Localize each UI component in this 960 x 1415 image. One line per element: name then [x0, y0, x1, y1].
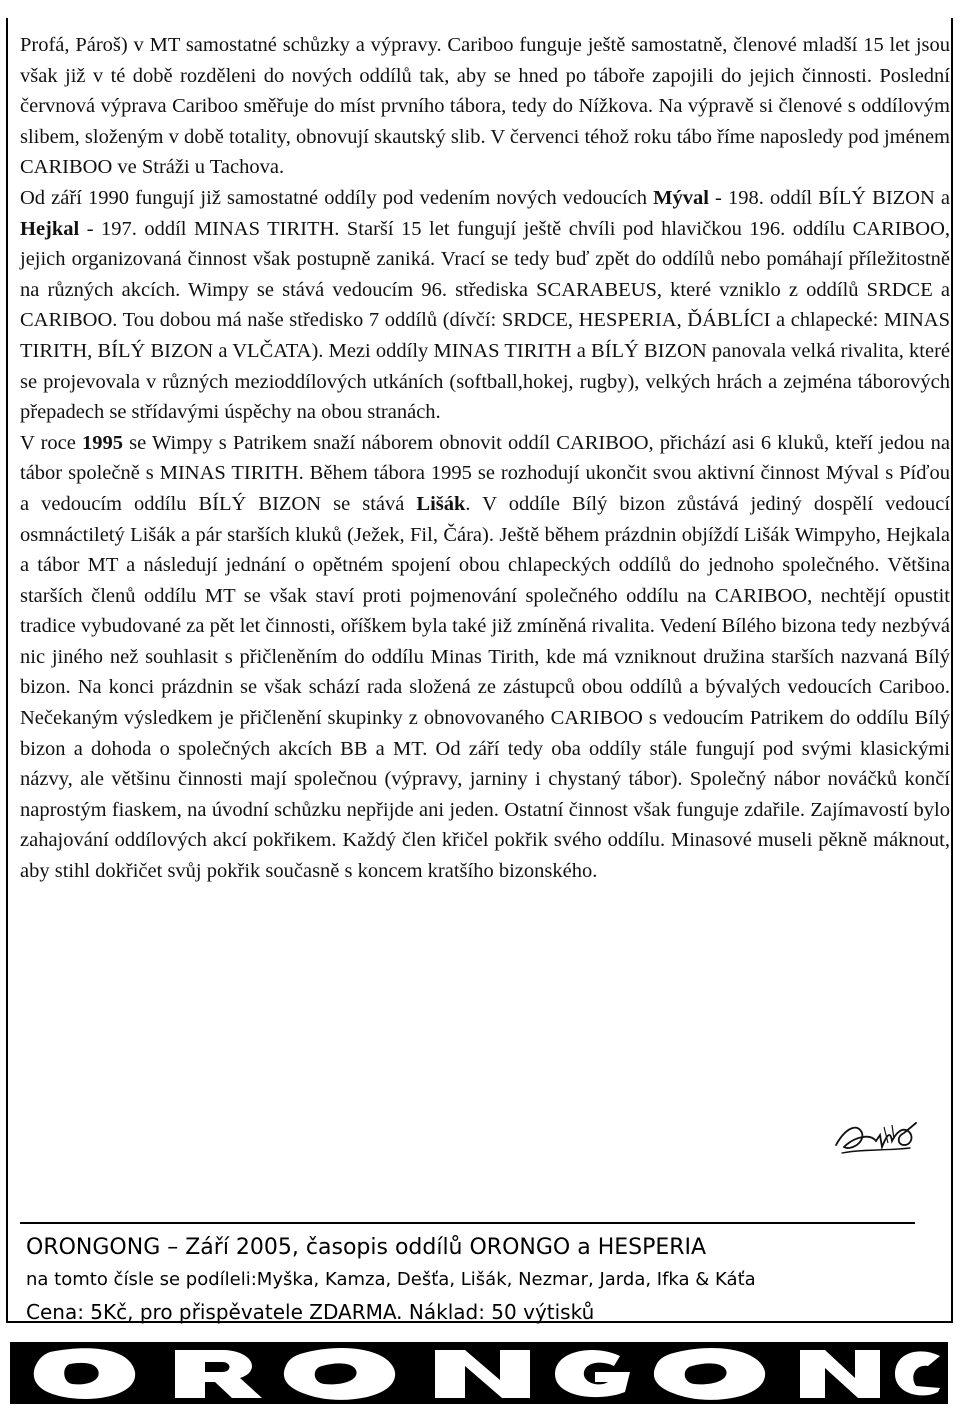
article-paragraph [20, 183, 950, 428]
text-run: V roce [20, 431, 82, 454]
article-paragraph [20, 30, 950, 183]
signature [832, 1115, 922, 1160]
orongong-banner-logo [10, 1342, 948, 1404]
text-run: - 198. oddíl BÍLÝ BIZON a [708, 186, 950, 209]
text-run: se Wimpy s Patrikem snaží náborem obnovit oddíl CARIBOO, přichází asi 6 kluků, kteří jedou na tábor společně s MINAS TIRITH. Během tábora 1995 se rozhodují ukončit svou aktivní činnost Mýval s Píďou a vedoucím oddílu BÍLÝ BIZON se stává [20, 431, 950, 515]
footer-price: Cena: 5Kč, pro přispěvatele ZDARMA. Náklad: 50 výtisků [26, 1300, 595, 1324]
footer-divider [20, 1222, 915, 1224]
bold-name: Hejkal [20, 217, 80, 240]
text-run: Profá, Pároš) v MT samostatné schůzky a výpravy. Cariboo funguje ještě samostatně, členové mladší 15 let jsou však již v té době rozděleni do nových oddílů tak, aby se hned po táboře zapojili do jejich činnosti. Poslední červnová výprava Cariboo směřuje do míst prvního tábora, tedy do Nížkova. Na výpravě si členové s oddílovým slibem, složeným v době totality, obnovují skautský slib. V červenci téhož roku tábo říme naposledy pod jménem CARIBOO ve Stráži u Tachova. [20, 34, 950, 179]
text-run: . V oddíle Bílý bizon zůstává jediný dospělí vedoucí osmnáctiletý Lišák a pár starších kluků (Ježek, Fil, Čára). Ještě během prázdnin objíždí Lišák Wimpyho, Hejkala a tábor MT a následují jednání o opětném spojení obou chlapeckých oddílů do jednoho společného. Většina starších členů oddílu MT se však staví proti pojmenování společného oddílu na CARIBOO, nechtějí opustit tradice vybudované za pět let činnosti, oříškem byla také již zmíněná rivalita. Vedení Bílého bizona tedy nezbývá nic jiného než souhlasit s přičleněním do oddílu Minas Tirith, kde má vzniknout družina starších nazvaná Bílý bizon. Na konci prázdnin se však schází rada složená ze zástupců obou oddílů a bývalých vedoucích Cariboo. Nečekaným výsledkem je přičlenění skupinky z obnovovaného CARIBOO s vedoucím Patrikem do oddílu Bílý bizon a dohoda o společných akcích BB a MT. Od září tedy oba oddíly stále fungují pod svými klasickými názvy, ale většinu činnosti mají společnou (výpravy, jarniny i chystaný tábor). Společný nábor nováčků končí naprostým fiaskem, na úvodní schůzku nepřijde ani jeden. Ostatní činnost však funguje zdařile. Zajímavostí bylo zahajování oddílových akcí pokřikem. Každý člen křičel pokřik svého oddílu. Minasové museli pěkně máknout, aby stihl dokřičet svůj pokřik současně s koncem kratšího bizonského. [20, 492, 951, 883]
bold-name: Mýval [653, 186, 709, 209]
bold-name: 1995 [82, 431, 123, 454]
article-body [20, 30, 950, 887]
article-paragraph [20, 428, 950, 887]
footer-contributors: na tomto čísle se podíleli:Myška, Kamza, Dešťa, Lišák, Nezmar, Jarda, Ifka & Káťa [26, 1269, 756, 1290]
text-run: - 197. oddíl MINAS TIRITH. Starší 15 let fungují ještě chvíli pod hlavičkou 196. oddílu CARIBOO, jejich organizovaná činnost však postupně zaniká. Vrací se tedy buď zpět do oddílů nebo pomáhají příležitostně na různých akcích. Wimpy se stává vedoucím 96. střediska SCARABEUS, které vzniklo z oddílů SRDCE a CARIBOO. Tou dobou má naše středisko 7 oddílů (dívčí: SRDCE, HESPERIA, ĎÁBLÍCI a chlapecké: MINAS TIRITH, BÍLÝ BIZON a VLČATA). Mezi oddíly MINAS TIRITH a BÍLÝ BIZON panovala velká rivalita, které se projevovala v různých mezioddílových utkáních (softball,hokej, rugby), velkých hrách a zejména táborových přepadech se střídavými úspěchy na obou stranách. [20, 217, 950, 424]
bold-name: Lišák [416, 492, 466, 515]
footer-masthead: ORONGONG – Září 2005, časopis oddílů ORONGO a HESPERIA [26, 1235, 707, 1260]
footer [26, 1232, 926, 1328]
text-run: Od září 1990 fungují již samostatné oddíly pod vedením nových vedoucích [20, 186, 654, 209]
